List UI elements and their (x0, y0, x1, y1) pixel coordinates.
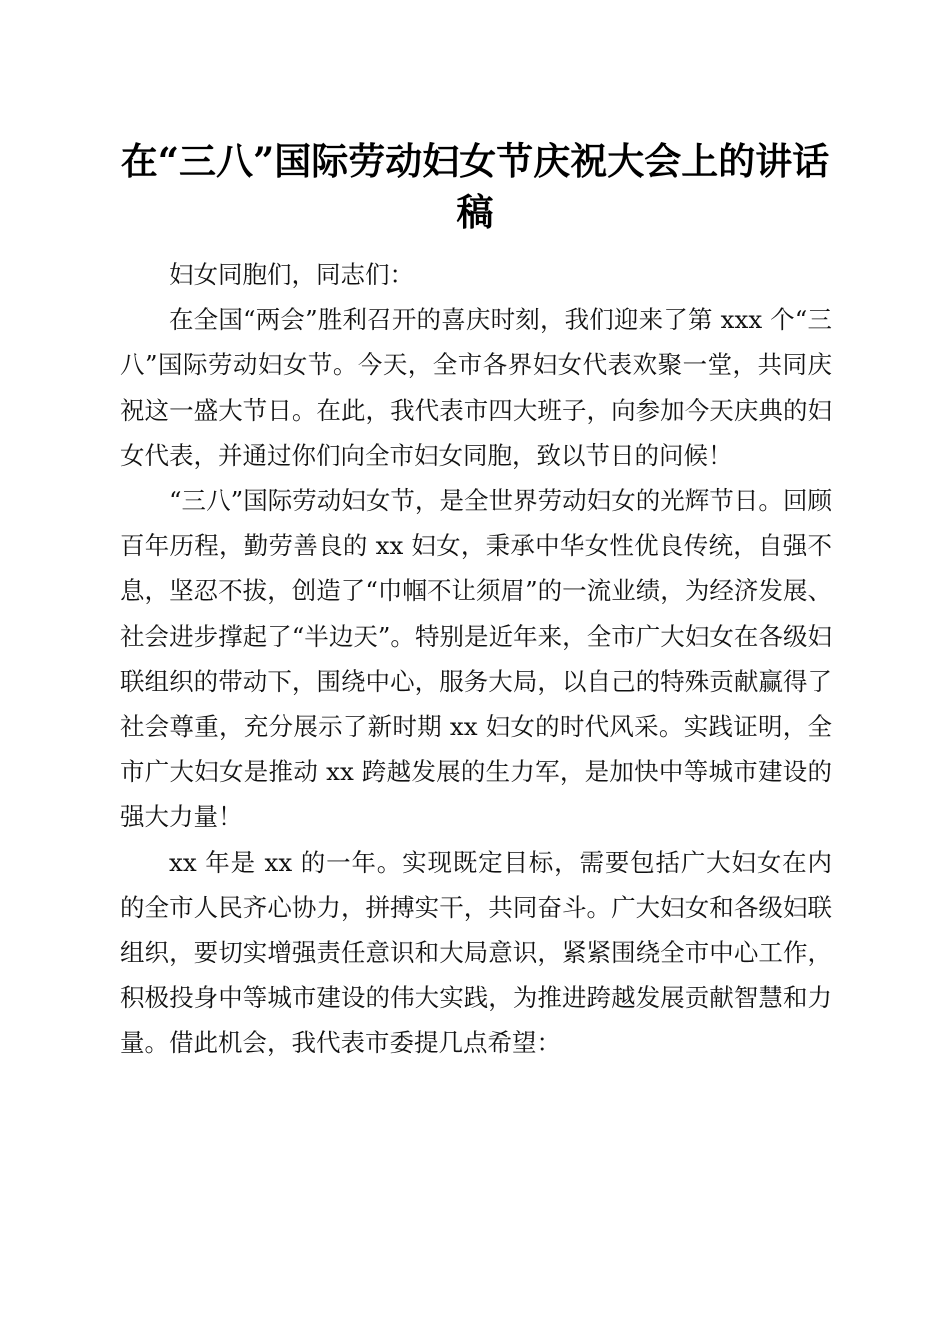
document-title: 在“三八”国际劳动妇女节庆祝大会上的讲话稿 (120, 139, 830, 234)
body-paragraph: xx 年是 xx 的一年。实现既定目标，需要包括广大妇女在内的全市人民齐心协力，拼搏实干，共同奋斗。广大妇女和各级妇联组织，要切实增强责任意识和大局意识，紧紧围绕全市中心工作，积极投身中等城市建设的伟大实践，为推进跨越发展贡献智慧和力量。借此机会，我代表市委提几点希望： (120, 847, 832, 1058)
body-paragraph: 在全国“两会”胜利召开的喜庆时刻，我们迎来了第 xxx 个“三八”国际劳动妇女节。今天，全市各界妇女代表欢聚一堂，共同庆祝这一盛大节日。在此，我代表市四大班子，向参加今天庆典的妇女代表，并通过你们向全市妇女同胞，致以节日的问候！ (120, 305, 832, 470)
salutation-paragraph: 妇女同胞们，同志们： (169, 260, 414, 289)
document-body (120, 252, 832, 1066)
body-paragraph: “三八”国际劳动妇女节，是全世界劳动妇女的光辉节日。回顾百年历程，勤劳善良的 xx 妇女，秉承中华女性优良传统，自强不息，坚忍不拔，创造了“巾帼不让须眉”的一流业绩，为经济发展、社会进步撑起了“半边天”。特别是近年来，全市广大妇女在各级妇联组织的带动下，围绕中心，服务大局，以自己的特殊贡献赢得了社会尊重，充分展示了新时期 xx 妇女的时代风采。实践证明，全市广大妇女是推动 xx 跨越发展的生力军，是加快中等城市建设的强大力量！ (120, 486, 832, 832)
